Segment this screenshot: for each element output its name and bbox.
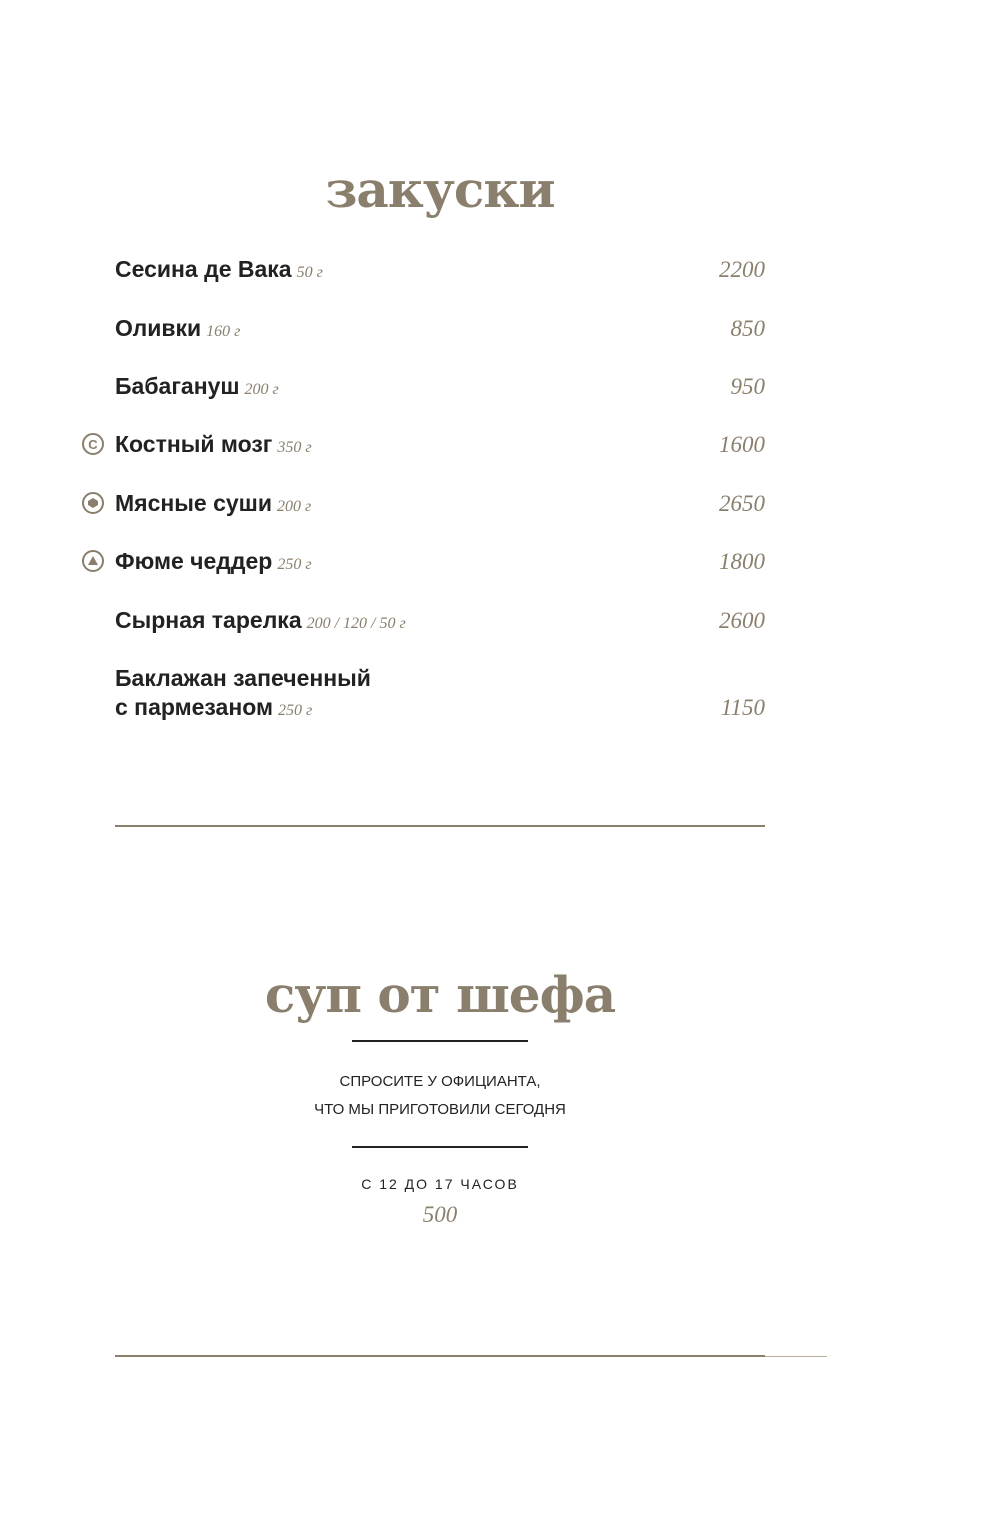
item-name: Костный мозг [115,431,273,457]
bottom-divider-extension [765,1356,827,1357]
item-weight: 250 г [277,556,312,573]
item-name: Фюме чеддер [115,548,273,574]
c-letter: C [88,436,98,452]
c-circle-icon [82,433,104,455]
menu-item [115,547,765,576]
item-price: 950 [730,374,765,399]
appetizers-title: закуски [325,160,555,219]
short-divider [352,1146,528,1148]
soup-note-line2: ЧТО МЫ ПРИГОТОВИЛИ СЕГОДНЯ [314,1101,566,1118]
triangle-circle-icon [82,550,104,572]
item-price: 2650 [719,491,765,516]
item-price: 1150 [720,695,765,720]
item-weight: 250 г [278,702,313,719]
menu-item [115,489,765,518]
menu-item [88,430,765,459]
item-price: 2600 [719,608,765,633]
item-price: 1800 [719,549,765,574]
item-weight: 200 г [276,498,312,515]
item-name: Сырная тарелка [115,607,302,633]
item-price: 1600 [719,432,765,457]
item-weight: 50 г [296,264,323,281]
item-name-line1: Баклажан запеченный [115,665,371,691]
soup-price: 500 [422,1202,458,1227]
soup-title: суп от шефа [264,965,616,1024]
item-weight: 200 / 120 / 50 г [306,615,406,632]
item-name: Оливки [115,315,202,341]
item-name: Сесина де Вака [115,256,292,282]
item-name-line2: с пармезаном [115,694,273,720]
item-price: 850 [730,316,765,341]
item-weight: 160 г [206,323,241,340]
bottom-divider [115,1355,765,1357]
soup-note-line1: СПРОСИТЕ У ОФИЦИАНТА, [339,1073,541,1090]
short-divider [352,1040,528,1042]
menu-item [115,606,765,635]
item-price: 2200 [719,257,765,282]
menu-item [115,255,765,284]
menu-item [115,372,765,401]
item-name: Бабагануш [115,373,240,399]
menu-item [115,664,765,722]
item-weight: 200 г [244,381,279,398]
menu-item [115,314,765,343]
hexagon-circle-icon [82,492,104,514]
item-weight: 350 г [277,439,312,456]
soup-hours: С 12 ДО 17 ЧАСОВ [361,1176,519,1192]
section-divider [115,825,765,827]
item-name: Мясные суши [115,490,272,516]
